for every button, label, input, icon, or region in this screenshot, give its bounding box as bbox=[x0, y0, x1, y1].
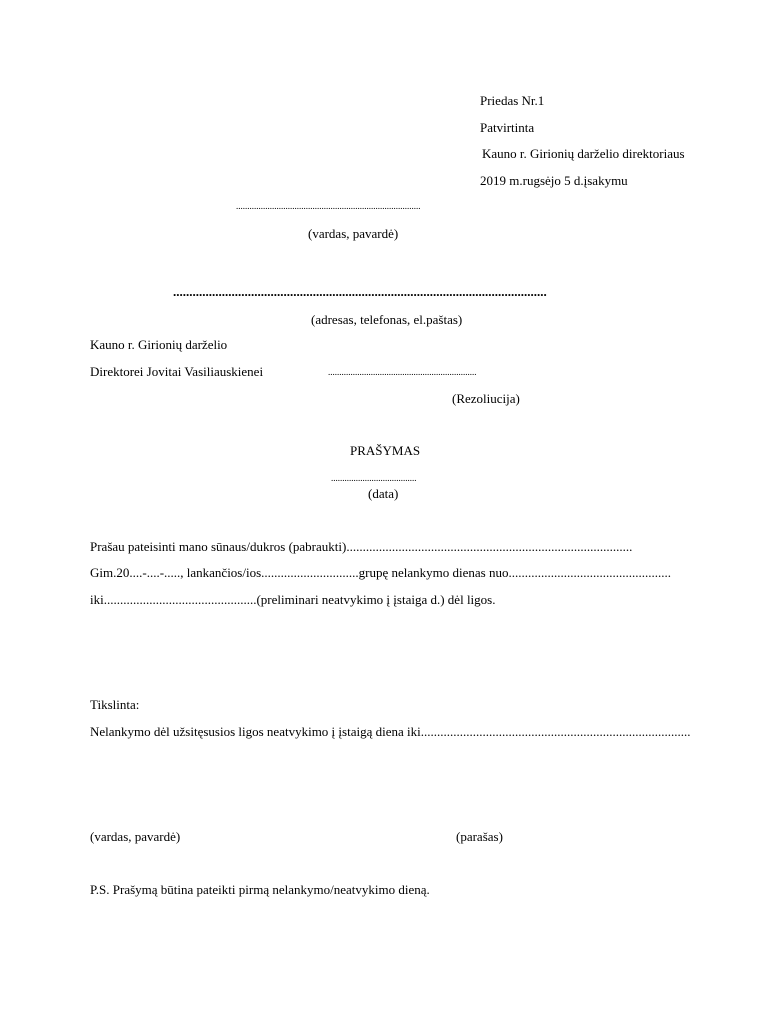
applicant-name-field[interactable]: .................................................................................. bbox=[236, 202, 421, 211]
approval-organization: Kauno r. Girionių darželio direktoriaus bbox=[482, 146, 685, 161]
document-title: PRAŠYMAS bbox=[350, 443, 421, 458]
clarified-label: Tikslinta: bbox=[90, 697, 140, 712]
request-line-3: iki...............................................(preliminari neatvykimo į įstaiga d.) dėl ligos. bbox=[90, 592, 496, 607]
signature-name-caption: (vardas, pavardė) bbox=[90, 829, 181, 844]
recipient-organization: Kauno r. Girionių darželio bbox=[90, 337, 228, 352]
recipient-director: Direktorei Jovitai Vasiliauskienei bbox=[90, 364, 264, 379]
signature-caption: (parašas) bbox=[456, 829, 503, 844]
clarified-line: Nelankymo dėl užsitęsusios ligos neatvykimo į įstaigą diena iki................................................................................... bbox=[90, 724, 691, 739]
applicant-address-field[interactable]: ................................................................................................................... bbox=[173, 285, 547, 298]
date-field[interactable]: ...................................... bbox=[331, 474, 417, 483]
date-caption: (data) bbox=[368, 486, 399, 501]
resolution-caption: (Rezoliucija) bbox=[452, 391, 520, 406]
applicant-name-caption: (vardas, pavardė) bbox=[308, 226, 399, 241]
appendix-number: Priedas Nr.1 bbox=[480, 93, 545, 108]
request-line-1: Prašau pateisinti mano sūnaus/dukros (pabraukti)........................................................................................ bbox=[90, 539, 633, 554]
approved-label: Patvirtinta bbox=[480, 120, 535, 135]
request-line-2: Gim.20....-....-....., lankančios/ios..............................grupę nelankymo dienas nuo.................................................. bbox=[90, 565, 671, 580]
resolution-field[interactable]: .................................................................. bbox=[328, 368, 477, 377]
applicant-address-caption: (adresas, telefonas, el.paštas) bbox=[311, 312, 463, 327]
approval-order: 2019 m.rugsėjo 5 d.įsakymu bbox=[480, 173, 628, 188]
postscript-note: P.S. Prašymą būtina pateikti pirmą nelankymo/neatvykimo dieną. bbox=[90, 882, 430, 897]
